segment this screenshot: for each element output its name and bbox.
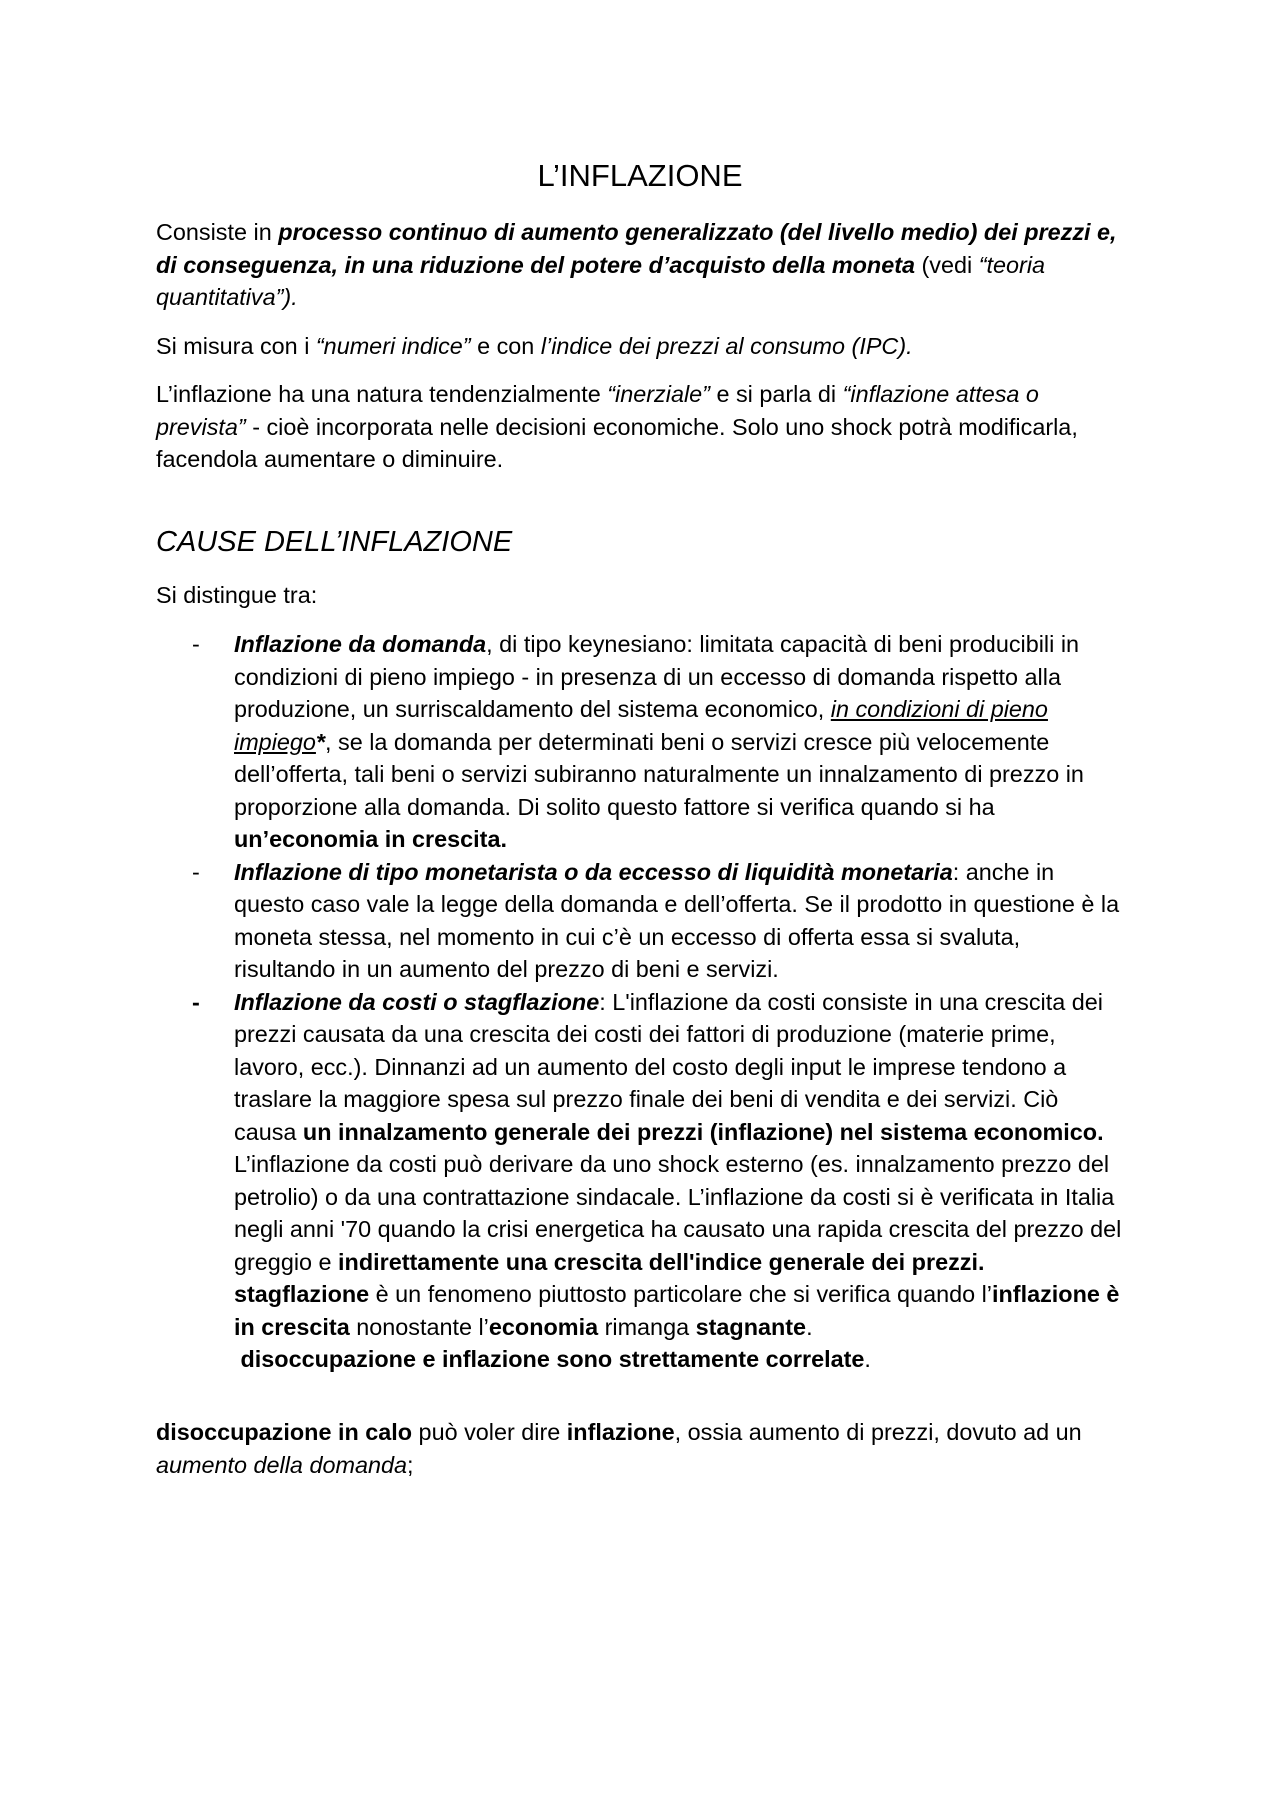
term-stagflazione: stagflazione bbox=[234, 1281, 370, 1307]
intro-paragraph-definition bbox=[156, 216, 1124, 314]
cause-item-monetarista bbox=[156, 856, 1124, 986]
cause-text: . bbox=[806, 1313, 813, 1340]
cause-text: L’inflazione da costi può derivare da uno shock esterno (es. innalzamento prezzo del petrolio) o da una contrattazione sindacale. L’inflazione da costi si è verificata in Italia negli anni '70 quando la crisi energetica ha causato una rapida crescita del prezzo del greggio e bbox=[234, 1151, 1122, 1275]
section-lead: Si distingue tra: bbox=[156, 582, 318, 608]
list-dash: - bbox=[192, 858, 200, 885]
page-title: L’INFLAZIONE bbox=[537, 158, 743, 193]
term-numeri-indice: “numeri indice” bbox=[315, 333, 471, 359]
reference-quote: “teoria quantitativa”). bbox=[156, 251, 1046, 310]
cause-emphasis: economia bbox=[488, 1313, 599, 1340]
term-inerziale: “inerziale” bbox=[607, 381, 710, 407]
closing-text: , ossia aumento di prezzi, dovuto ad un bbox=[674, 1419, 1082, 1445]
underlined-term: in condizioni di pieno impiego bbox=[234, 696, 1048, 755]
cause-emphasis: inflazione è in crescita bbox=[234, 1281, 1120, 1340]
cause-text: . bbox=[864, 1346, 871, 1372]
closing-italic: aumento della domanda bbox=[156, 1451, 407, 1478]
causes-list bbox=[156, 628, 1124, 1376]
cause-emphasis: un’economia in crescita. bbox=[234, 826, 507, 852]
intro-text: e si parla di bbox=[709, 381, 843, 407]
term-inflazione-attesa: “inflazione attesa o prevista” bbox=[156, 381, 1039, 440]
intro-text: (vedi bbox=[915, 251, 979, 278]
cause-heading: Inflazione da costi o stagflazione bbox=[234, 988, 600, 1015]
cause-heading: Inflazione da domanda bbox=[234, 631, 487, 657]
intro-paragraph-measure bbox=[156, 330, 1124, 363]
closing-text: può voler dire bbox=[412, 1419, 567, 1445]
list-dash: - bbox=[192, 988, 200, 1015]
cause-item-costi bbox=[156, 986, 1124, 1376]
list-dash: - bbox=[192, 631, 200, 657]
cause-item-domanda bbox=[156, 628, 1124, 856]
cause-text: , di tipo keynesiano: limitata capacità di beni producibili in condizioni di pieno impiego - in presenza di un eccesso di domanda rispetto alla produzione, un surriscaldamento del sistema economico, bbox=[234, 631, 1080, 722]
cause-text: è un fenomeno piuttosto particolare che si verifica quando l’ bbox=[369, 1281, 992, 1307]
cause-emphasis: disoccupazione e inflazione sono strettamente correlate bbox=[240, 1346, 865, 1372]
term-ipc: l’indice dei prezzi al consumo (IPC). bbox=[540, 333, 913, 359]
intro-text: L’inflazione ha una natura tendenzialmente bbox=[156, 381, 608, 407]
cause-text: , se la domanda per determinati beni o servizi cresce più velocemente dell’offerta, tali beni o servizi subiranno naturalmente un innalzamento di prezzo in proporzione alla domanda. Di solito questo fattore si verifica quando si ha bbox=[234, 728, 1084, 820]
cause-emphasis: un innalzamento generale dei prezzi (inflazione) nel sistema economico. bbox=[302, 1118, 1104, 1145]
intro-text: e con bbox=[470, 333, 541, 359]
intro-text: Si misura con i bbox=[156, 333, 316, 359]
cause-emphasis: stagnante bbox=[695, 1313, 807, 1340]
closing-emphasis: disoccupazione in calo bbox=[156, 1419, 413, 1445]
closing-text: ; bbox=[406, 1451, 414, 1478]
cause-heading: Inflazione di tipo monetarista o da eccesso di liquidità monetaria bbox=[234, 858, 953, 885]
section-title: CAUSE DELL’INFLAZIONE bbox=[156, 526, 513, 558]
cause-text: rimanga bbox=[598, 1313, 696, 1340]
cause-text: nonostante l’ bbox=[349, 1313, 489, 1340]
intro-text: - cioè incorporata nelle decisioni economiche. Solo uno shock potrà modificarla, facendola aumentare o diminuire. bbox=[156, 413, 1078, 472]
footnote-star: * bbox=[315, 728, 326, 755]
cause-text: : anche in questo caso vale la legge della domanda e dell’offerta. Se il prodotto in questione è la moneta stessa, nel momento in cui c’è un eccesso di offerta essa si svaluta, risultando in un aumento del prezzo di beni e servizi. bbox=[234, 858, 1120, 982]
cause-emphasis: indirettamente una crescita dell'indice generale dei prezzi. bbox=[338, 1248, 985, 1275]
closing-paragraph bbox=[156, 1416, 1124, 1481]
closing-emphasis: inflazione bbox=[566, 1419, 675, 1445]
definition-emphasis: processo continuo di aumento generalizzato (del livello medio) dei prezzi e, di conseguenza, in una riduzione del potere d’acquisto della moneta bbox=[156, 219, 1117, 278]
intro-paragraph-nature bbox=[156, 378, 1124, 476]
intro-text: Consiste in bbox=[156, 219, 279, 245]
cause-text: : L'inflazione da costi consiste in una crescita dei prezzi causata da una crescita dei costi dei fattori di produzione (materie prime, lavoro, ecc.). Dinnanzi ad un aumento del costo degli input le imprese tendono a traslare la maggiore spesa sul prezzo finale dei beni di vendita e dei servizi. Ciò causa bbox=[234, 988, 1103, 1145]
